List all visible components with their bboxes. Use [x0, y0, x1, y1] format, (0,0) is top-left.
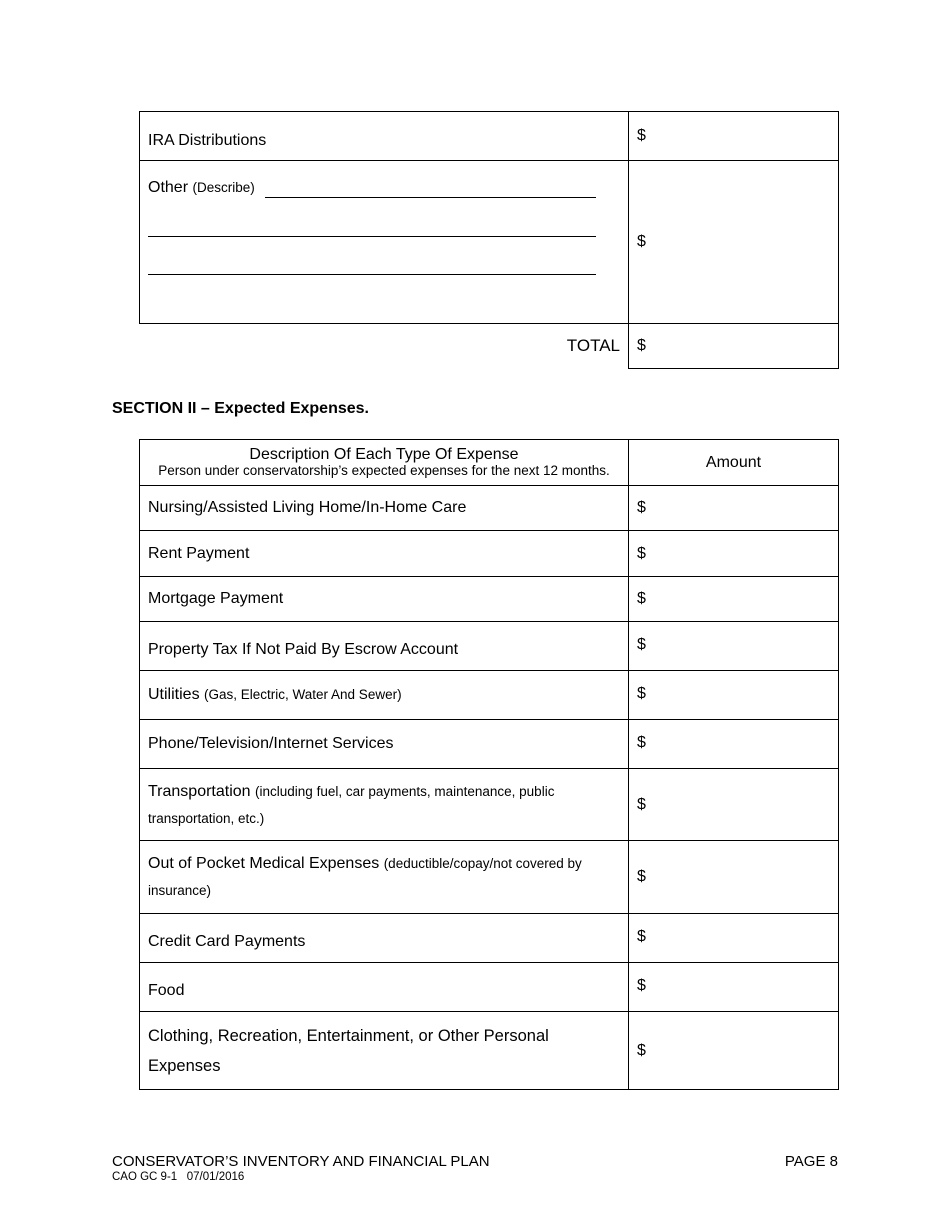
footer-form-id: CAO GC 9-1 07/01/2016: [112, 1171, 245, 1183]
income-total-row: [140, 324, 839, 369]
dollar-sign: $: [637, 734, 646, 751]
total-label: TOTAL: [566, 336, 620, 356]
describe-line-3[interactable]: [148, 274, 596, 275]
dollar-sign: $: [637, 636, 646, 653]
expense-label: Out of Pocket Medical Expenses: [148, 855, 380, 872]
other-note: (Describe): [192, 180, 255, 195]
dollar-sign: $: [637, 590, 646, 607]
expense-label: Food: [148, 982, 185, 999]
describe-line-2[interactable]: [148, 236, 596, 237]
ira-label: IRA Distributions: [148, 132, 267, 149]
expense-amount-field[interactable]: [629, 720, 839, 769]
dollar-sign: $: [637, 685, 646, 702]
expense-label-cont: Expenses: [148, 1056, 221, 1075]
expense-label: Transportation: [148, 782, 251, 800]
expense-label: Nursing/Assisted Living Home/In-Home Care: [148, 499, 467, 516]
income-table: [139, 111, 839, 369]
expense-label: Credit Card Payments: [148, 933, 306, 950]
expense-note: (Gas, Electric, Water And Sewer): [204, 687, 402, 702]
dollar-sign: $: [637, 544, 646, 562]
expense-amount-field[interactable]: [629, 531, 839, 577]
expense-note-cont: transportation, etc.): [148, 810, 265, 826]
expense-note-cont: insurance): [148, 883, 212, 898]
dollar-sign: $: [637, 795, 646, 813]
total-amount-field[interactable]: [629, 324, 839, 369]
expense-row: [140, 486, 839, 531]
expense-row: [140, 577, 839, 622]
expense-row: [140, 1012, 839, 1090]
income-row-ira: [140, 112, 839, 161]
expense-amount-field[interactable]: [629, 1012, 839, 1090]
footer-page-number: PAGE 8: [784, 1153, 838, 1170]
dollar-sign: $: [637, 977, 646, 994]
expense-row: [140, 720, 839, 769]
expense-amount-field[interactable]: [629, 841, 839, 914]
expense-amount-field[interactable]: [629, 963, 839, 1012]
other-dollar: $: [637, 233, 646, 250]
expense-amount-field[interactable]: [629, 577, 839, 622]
expense-note: (including fuel, car payments, maintenance, public: [255, 783, 555, 799]
expense-amount-field[interactable]: [629, 914, 839, 963]
expense-header-row: [140, 440, 839, 486]
expense-row: [140, 914, 839, 963]
dollar-sign: $: [637, 928, 646, 945]
ira-dollar: $: [637, 127, 646, 144]
dollar-sign: $: [637, 868, 646, 885]
expense-row: [140, 769, 839, 841]
expense-label: Clothing, Recreation, Entertainment, or Other Personal: [148, 1026, 549, 1045]
describe-line-1[interactable]: [265, 197, 596, 198]
desc-header-sub: Person under conservatorship’s expected expenses for the next 12 months.: [158, 462, 610, 478]
other-label: Other: [148, 179, 189, 196]
expense-row: [140, 671, 839, 720]
expense-label: Rent Payment: [148, 544, 250, 562]
amount-header: Amount: [705, 453, 762, 471]
section-2-heading: SECTION II – Expected Expenses.: [112, 400, 369, 417]
ira-amount-field[interactable]: [629, 112, 839, 161]
dollar-sign: $: [637, 499, 646, 516]
expense-amount-field[interactable]: [629, 486, 839, 531]
expense-label: Utilities: [148, 686, 200, 703]
expense-label: Property Tax If Not Paid By Escrow Account: [148, 641, 459, 658]
expense-row: [140, 841, 839, 914]
dollar-sign: $: [637, 1041, 646, 1059]
footer-title: CONSERVATOR’S INVENTORY AND FINANCIAL PLAN: [112, 1153, 490, 1170]
expense-note: (deductible/copay/not covered by: [383, 856, 582, 871]
other-amount-field[interactable]: [629, 161, 839, 324]
expense-row: [140, 531, 839, 577]
expense-table: [139, 439, 839, 1090]
expense-row: [140, 963, 839, 1012]
expense-label: Mortgage Payment: [148, 590, 284, 607]
expense-amount-field[interactable]: [629, 671, 839, 720]
total-dollar: $: [637, 337, 646, 354]
expense-row: [140, 622, 839, 671]
expense-label: Phone/Television/Internet Services: [148, 735, 394, 752]
expense-amount-field[interactable]: [629, 622, 839, 671]
income-row-other: [140, 161, 839, 324]
desc-header-title: Description Of Each Type Of Expense: [249, 446, 519, 464]
expense-amount-field[interactable]: [629, 769, 839, 841]
